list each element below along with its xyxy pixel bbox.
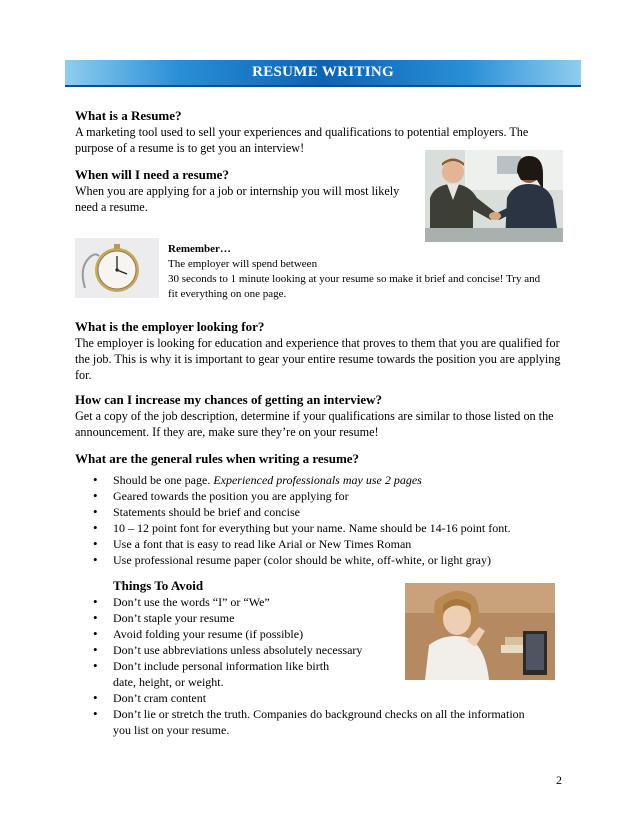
section-body-line: When you are applying for a job or internship you will most likely (75, 184, 400, 198)
page-number: 2 (556, 773, 562, 787)
pocket-watch-illustration (75, 238, 159, 298)
section-heading: What are the general rules when writing a resume? (75, 451, 360, 466)
section-body-line: need a resume. (75, 200, 148, 214)
list-item: • Use professional resume paper (color should be white, off-white, or light gray) (75, 552, 575, 568)
list-item: • Use a font that is easy to read like Arial or New Times Roman (75, 536, 575, 552)
section-body: A marketing tool used to sell your experiences and qualifications to potential employers. The purpose of a resume is to get you an interview! (75, 125, 529, 155)
list-item: • Don’t cram content (75, 690, 545, 706)
remember-note (168, 242, 568, 302)
handshake-photo-illustration (425, 150, 563, 242)
list-item: • Don’t use abbreviations unless absolutely necessary (75, 642, 545, 658)
list-item: • Don’t include personal information like birth date, height, or weight. (75, 658, 353, 690)
section-body: The employer is looking for education and experience that proves to them that you are qualified for the job. This is why it is important to gear your entire resume towards the position you are applying for. (75, 336, 561, 382)
list-item: • Don’t use the words “I” or “We” (75, 594, 545, 610)
pocket-watch-photo (75, 238, 159, 298)
section-what-is-resume (75, 107, 555, 156)
section-increase-chances (75, 391, 565, 440)
remember-line: The employer will spend between (168, 258, 318, 270)
list-item: • 10 – 12 point font for everything but your name. Name should be 14-16 point font. (75, 520, 575, 536)
section-general-rules (75, 450, 575, 568)
student-photo (405, 583, 555, 680)
section-heading: What is the employer looking for? (75, 319, 265, 334)
list-item: • Don’t lie or stretch the truth. Companies do background checks on all the information you list on your resume. (75, 706, 545, 738)
remember-title: Remember… (168, 243, 231, 255)
list-item: • Avoid folding your resume (if possible) (75, 626, 545, 642)
handshake-photo (425, 150, 563, 242)
section-when-need-resume (75, 166, 420, 215)
section-heading: What is a Resume? (75, 108, 182, 123)
list-item (75, 472, 575, 488)
student-photo-illustration (405, 583, 555, 680)
list-item: • Statements should be brief and concise (75, 504, 575, 520)
section-heading: How can I increase my chances of getting an interview? (75, 392, 383, 407)
section-heading: Things To Avoid (113, 578, 204, 593)
title-banner (65, 60, 581, 87)
section-employer-looking-for (75, 318, 565, 383)
rules-list (75, 472, 575, 568)
list-item: • Geared towards the position you are applying for (75, 488, 575, 504)
section-heading: When will I need a resume? (75, 167, 229, 182)
remember-line: 30 seconds to 1 minute looking at your resume so make it brief and concise! Try and (168, 273, 541, 285)
remember-line: fit everything on one page. (168, 288, 287, 300)
list-item: • Don’t staple your resume (75, 610, 545, 626)
rule-text: Should be one page. (113, 473, 214, 487)
section-body: Get a copy of the job description, determine if your qualifications are similar to those listed on the announcement. If they are, make sure they’re on your resume! (75, 409, 554, 439)
rule-note: Experienced professionals may use 2 pages (213, 473, 422, 487)
page-title: RESUME WRITING (252, 64, 394, 80)
